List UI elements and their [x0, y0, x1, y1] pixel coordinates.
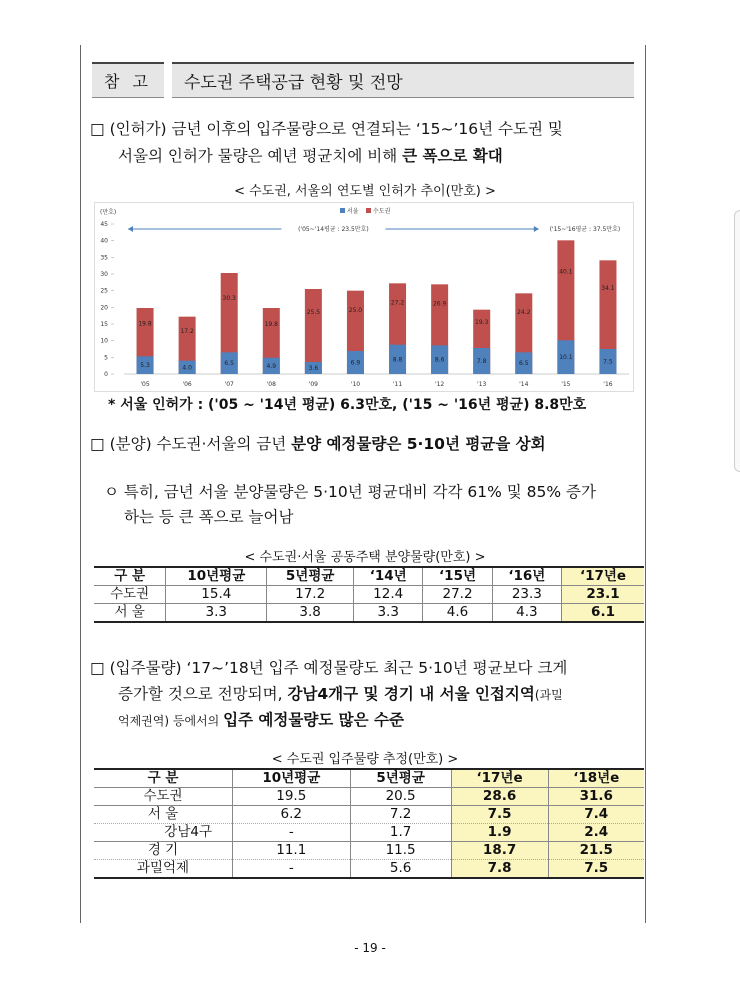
t2-r4c1: -: [233, 860, 351, 879]
t1-h0: 구 분: [94, 567, 166, 586]
t2-h0: 구 분: [94, 769, 233, 788]
data-label-capital: 19.3: [475, 319, 489, 327]
t1-r1c0: 서 울: [94, 604, 166, 623]
legend-label-seoul: 서울: [347, 208, 359, 215]
x-tick-label: '05: [140, 381, 150, 388]
table1-header-row: [94, 567, 644, 586]
y-tick-label: 25: [100, 287, 108, 295]
data-label-seoul: 4.9: [266, 362, 277, 370]
t2-h1: 10년평균: [233, 769, 351, 788]
data-label-seoul: 6.5: [224, 360, 234, 368]
x-tick-label: '07: [224, 381, 234, 388]
t1-r0c5: 23.3: [492, 586, 561, 604]
t2-r2c3: 1.9: [451, 824, 548, 842]
t2-r3c2: 11.5: [350, 842, 451, 860]
t1-h5: ‘16년: [492, 567, 561, 586]
x-tick-label: '10: [350, 381, 361, 388]
x-tick-label: '14: [519, 381, 529, 388]
data-label-seoul: 7.8: [476, 358, 487, 365]
sec3-line2-small: (과밀: [534, 688, 563, 702]
t2-r0c2: 20.5: [350, 788, 451, 806]
t2-r1c0: 서 울: [94, 806, 233, 824]
t1-h2: 5년평균: [267, 567, 354, 586]
avg-label-05-14: ('05~'14평균 : 23.5만호): [298, 226, 369, 233]
t2-r0c1: 19.5: [233, 788, 351, 806]
t2-r4c4: 7.5: [548, 860, 644, 879]
title-box: [92, 62, 634, 98]
sec1-line2: [118, 143, 503, 170]
y-tick-label: 5: [104, 354, 108, 362]
t2-r2c4: 2.4: [548, 824, 644, 842]
sec1-line1: [90, 116, 563, 143]
sec1-line2-text: 서울의 인허가 물량은 예년 평균치에 비해: [118, 147, 403, 165]
data-label-capital: 24.2: [517, 309, 531, 317]
data-label-seoul: 7.5: [603, 358, 613, 366]
data-label-seoul: 4.0: [182, 364, 192, 372]
presale-table: [94, 566, 644, 623]
t2-r3c3: 18.7: [451, 842, 548, 860]
sec3-line2-text: 증가할 것으로 전망되며,: [118, 685, 288, 703]
data-label-capital: 19.8: [138, 320, 152, 328]
y-tick-label: 30: [100, 271, 108, 278]
data-label-seoul: 6.5: [519, 360, 529, 368]
t2-r1c2: 7.2: [350, 806, 451, 824]
t2-r2c1: -: [233, 824, 351, 842]
x-tick-label: '13: [477, 381, 487, 388]
data-label-capital: 27.2: [390, 299, 405, 307]
y-tick-label: 10: [100, 337, 108, 345]
t2-r0c4: 31.6: [548, 788, 644, 806]
x-tick-label: '09: [308, 381, 319, 388]
sec3-line3-text: 억제권역) 등에서의: [118, 714, 224, 728]
table-row: [94, 824, 644, 842]
y-tick-label: 0: [104, 371, 108, 378]
t2-r4c2: 5.6: [350, 860, 451, 879]
data-label-capital: 25.0: [348, 306, 363, 314]
title-label: 참 고: [92, 62, 164, 98]
chart-caption: < 수도권, 서울의 연도별 인허가 추이(만호) >: [234, 184, 496, 199]
x-tick-label: '12: [434, 381, 445, 388]
data-label-seoul: 3.6: [308, 365, 319, 372]
t2-r0c0: 수도권: [94, 788, 233, 806]
t1-r1c3: 3.3: [354, 604, 423, 623]
sec3-line2: [118, 681, 563, 709]
t2-r1c1: 6.2: [233, 806, 351, 824]
t1-h3: ‘14년: [354, 567, 423, 586]
data-label-seoul: 8.8: [392, 356, 403, 364]
sec2-text: □ (분양) 수도권·서울의 금년: [90, 435, 292, 453]
x-tick-label: '16: [603, 381, 613, 388]
sec2-sub1: ㅇ 특히, 금년 서울 분양물량은 5·10년 평균대비 각각 61% 및 85% 증가: [104, 483, 596, 501]
title-text: 수도권 주택공급 현황 및 전망: [172, 62, 634, 98]
t2-r0c3: 28.6: [451, 788, 548, 806]
chart-unit-label: (만호): [100, 209, 117, 216]
table2-caption: < 수도권 입주물량 추정(만호) >: [271, 752, 459, 767]
t1-h6: ‘17년e: [562, 567, 644, 586]
y-tick-label: 45: [100, 221, 108, 228]
data-label-seoul: 6.9: [350, 359, 361, 367]
data-label-capital: 34.1: [601, 284, 615, 292]
table-row: [94, 788, 644, 806]
x-tick-label: '11: [392, 381, 403, 388]
t1-r0c2: 17.2: [267, 586, 354, 604]
x-tick-label: '15: [561, 381, 571, 388]
data-label-capital: 19.8: [264, 320, 278, 328]
table-row: [94, 860, 644, 879]
bar-capital: [305, 289, 322, 374]
t1-r1c2: 3.8: [267, 604, 354, 623]
t1-h1: 10년평균: [166, 567, 267, 586]
data-label-capital: 26.9: [432, 300, 447, 308]
table-row: [94, 842, 644, 860]
t1-r1c4: 4.6: [423, 604, 492, 623]
t2-r4c0: 과밀억제: [94, 860, 233, 879]
y-tick-label: 40: [100, 237, 108, 245]
table-row: [94, 806, 644, 824]
t1-r0c1: 15.4: [166, 586, 267, 604]
t1-r0c6: 23.1: [562, 586, 644, 604]
move-in-table: [94, 768, 644, 879]
x-tick-label: '06: [182, 381, 192, 388]
x-tick-label: '08: [266, 381, 276, 388]
sec1-line1-text: □ (인허가) 금년 이후의 입주물량으로 연결되는 ‘15~’16년 수도권 및: [90, 120, 563, 138]
data-label-seoul: 10.1: [559, 354, 573, 362]
t2-r3c1: 11.1: [233, 842, 351, 860]
sec3-line2-bold: 강남4개구 및 경기 내 서울 인접지역: [287, 685, 535, 703]
data-label-capital: 40.1: [559, 268, 573, 276]
side-scroll-tab[interactable]: [734, 210, 740, 472]
sec2-bold: 분양 예정물량은 5·10년 평균을 상회: [291, 435, 546, 453]
t2-r2c0: 강남4구: [94, 824, 233, 842]
t2-r2c2: 1.7: [350, 824, 451, 842]
t1-r0c3: 12.4: [354, 586, 423, 604]
t1-r1c1: 3.3: [166, 604, 267, 623]
legend-swatch-seoul: [340, 208, 345, 213]
t1-r1c5: 4.3: [492, 604, 561, 623]
legend-label-capital: 수도권: [373, 208, 391, 215]
data-label-capital: 30.3: [222, 294, 236, 302]
permit-bar-chart: [94, 202, 634, 392]
t2-h4: ‘18년e: [548, 769, 644, 788]
table-row: [94, 586, 644, 604]
page-number: - 19 -: [354, 941, 386, 955]
sec3-line3-bold: 입주 예정물량도 많은 수준: [223, 711, 404, 729]
t2-r4c3: 7.8: [451, 860, 548, 879]
data-label-seoul: 5.3: [140, 362, 150, 370]
data-label-capital: 17.2: [180, 327, 194, 335]
t1-r0c0: 수도권: [94, 586, 166, 604]
table1-caption: < 수도권·서울 공동주택 분양물량(만호) >: [244, 550, 486, 565]
t2-r3c4: 21.5: [548, 842, 644, 860]
y-tick-label: 20: [100, 304, 108, 312]
sec1-line2-bold: 큰 폭으로 확대: [402, 147, 503, 165]
t2-h3: ‘17년e: [451, 769, 548, 788]
t2-r3c0: 경 기: [94, 842, 233, 860]
chart-note: * 서울 인허가 : ('05 ~ '14년 평균) 6.3만호, ('15 ~ '16년 평균) 8.8만호: [108, 397, 587, 413]
data-label-seoul: 8.6: [434, 356, 445, 364]
legend-swatch-capital: [366, 208, 371, 213]
sec3-line3: [118, 707, 404, 735]
sec2-sub2: 하는 등 큰 폭으로 늘어남: [124, 508, 294, 526]
t2-h2: 5년평균: [350, 769, 451, 788]
t2-r1c4: 7.4: [548, 806, 644, 824]
sec3-line1: □ (입주물량) ‘17~’18년 입주 예정물량도 최근 5·10년 평균보다 크게: [90, 659, 568, 677]
t1-r0c4: 27.2: [423, 586, 492, 604]
t1-h4: ‘15년: [423, 567, 492, 586]
table-row: [94, 604, 644, 623]
avg-label-15-16: ('15~'16평균 : 37.5만호): [549, 226, 621, 233]
t1-r1c6: 6.1: [562, 604, 644, 623]
t2-r1c3: 7.5: [451, 806, 548, 824]
y-tick-label: 35: [100, 254, 108, 262]
sec2-line: [90, 431, 546, 458]
data-label-capital: 25.5: [306, 308, 321, 316]
table2-header-row: [94, 769, 644, 788]
y-tick-label: 15: [100, 321, 108, 328]
